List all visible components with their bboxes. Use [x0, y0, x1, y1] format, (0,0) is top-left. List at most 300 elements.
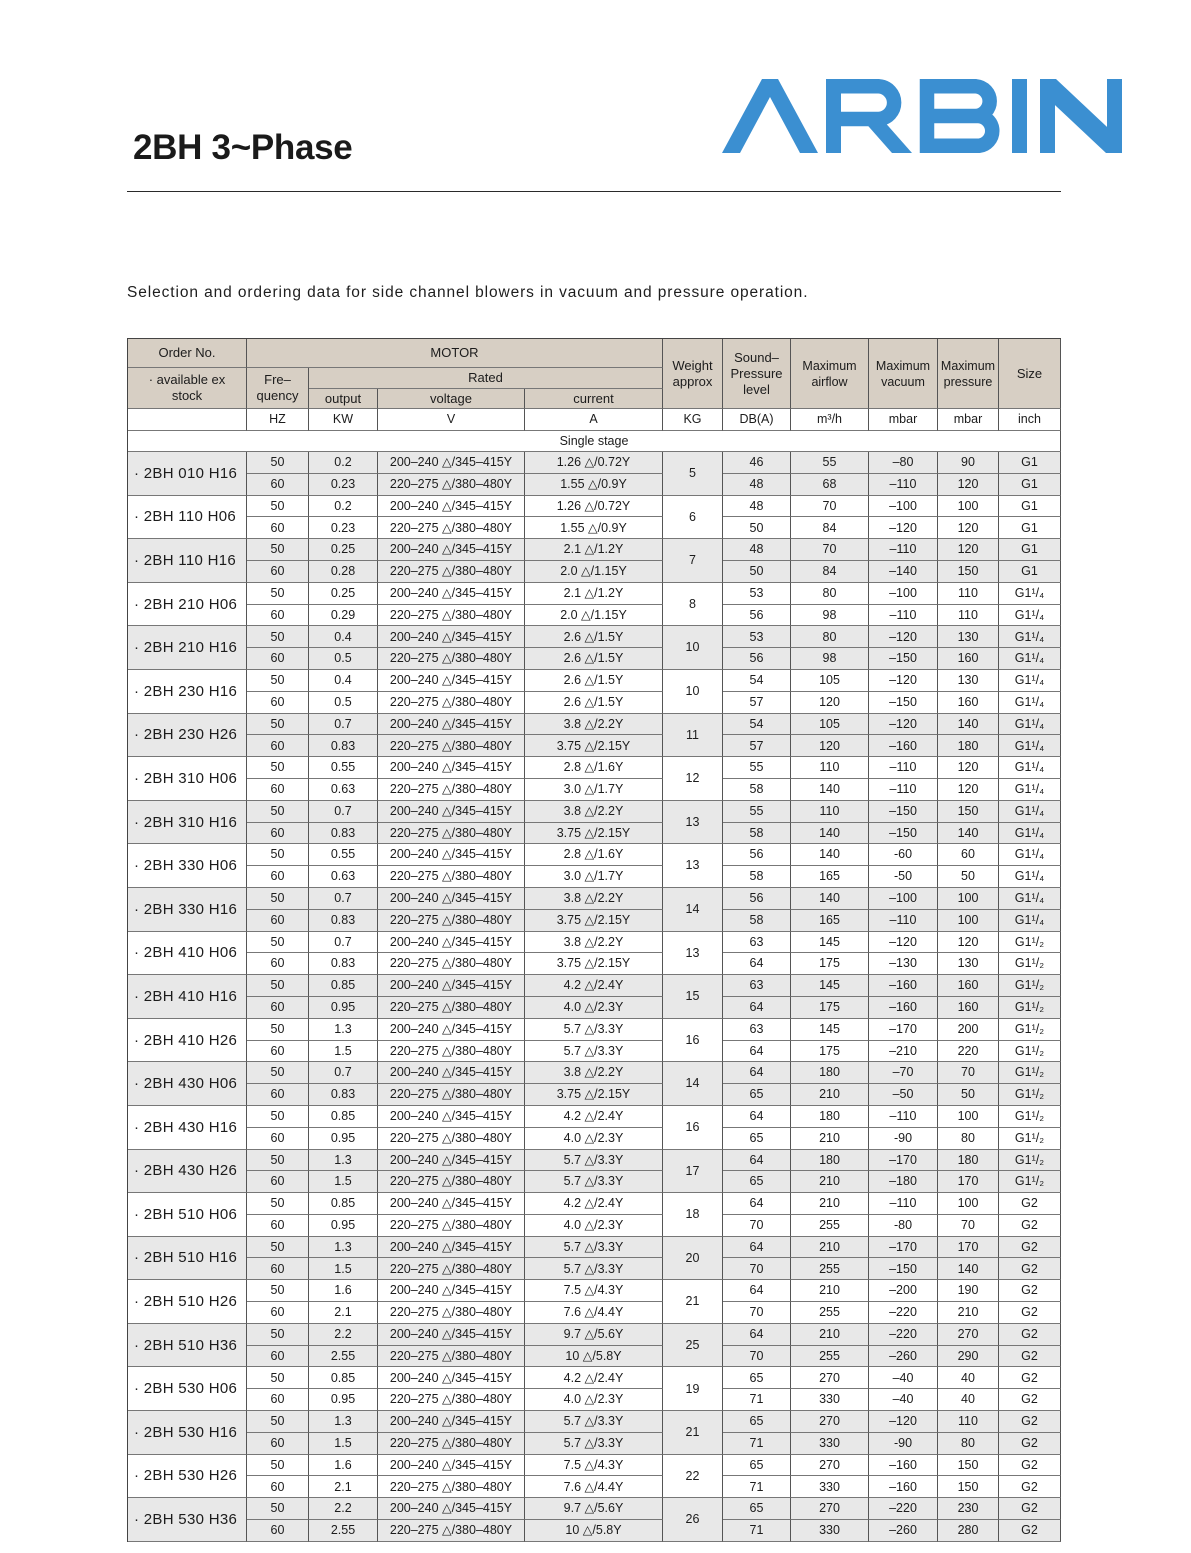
sound-level-cell: 50: [723, 561, 791, 583]
sound-level-cell: 65: [723, 1367, 791, 1389]
current-cell: 4.2 △/2.4Y: [525, 1106, 663, 1128]
current-cell: 4.0 △/2.3Y: [525, 1215, 663, 1237]
max-vacuum-cell: –170: [869, 1237, 938, 1259]
max-pressure-cell: 220: [938, 1041, 999, 1063]
sound-level-cell: 64: [723, 997, 791, 1019]
output-cell: 2.55: [309, 1520, 378, 1542]
sound-level-cell: 70: [723, 1215, 791, 1237]
frequency-cell: 50: [247, 801, 309, 823]
header-weight: [663, 339, 723, 409]
max-airflow-cell: 68: [791, 474, 869, 496]
frequency-cell: 60: [247, 1084, 309, 1106]
max-pressure-cell: 180: [938, 1150, 999, 1172]
frequency-cell: 60: [247, 1520, 309, 1542]
max-airflow-cell: 270: [791, 1455, 869, 1477]
weight-cell: 13: [663, 844, 723, 888]
output-cell: 1.3: [309, 1019, 378, 1041]
sound-level-cell: 64: [723, 1150, 791, 1172]
max-pressure-cell: 160: [938, 997, 999, 1019]
header-voltage: voltage: [378, 389, 525, 409]
model-cell: · 2BH 530 H26: [128, 1455, 247, 1499]
frequency-cell: 60: [247, 474, 309, 496]
current-cell: 2.1 △/1.2Y: [525, 539, 663, 561]
frequency-cell: 50: [247, 539, 309, 561]
size-cell: G1¹/₄: [999, 801, 1061, 823]
logo-letter-r-bowl: [833, 86, 894, 119]
sound-level-cell: 57: [723, 735, 791, 757]
max-pressure-cell: 200: [938, 1019, 999, 1041]
current-cell: 7.5 △/4.3Y: [525, 1455, 663, 1477]
current-cell: 3.0 △/1.7Y: [525, 866, 663, 888]
max-airflow-cell: 70: [791, 539, 869, 561]
size-cell: G2: [999, 1520, 1061, 1542]
logo-letter-i: [1012, 79, 1027, 153]
sound-level-cell: 65: [723, 1171, 791, 1193]
current-cell: 5.7 △/3.3Y: [525, 1041, 663, 1063]
output-cell: 0.83: [309, 953, 378, 975]
output-cell: 0.29: [309, 605, 378, 627]
model-cell: · 2BH 310 H06: [128, 757, 247, 801]
sound-level-cell: 65: [723, 1498, 791, 1520]
max-airflow-cell: 140: [791, 844, 869, 866]
max-airflow-cell: 105: [791, 670, 869, 692]
sound-level-cell: 71: [723, 1520, 791, 1542]
max-pressure-cell: 50: [938, 1084, 999, 1106]
max-airflow-cell: 330: [791, 1520, 869, 1542]
current-cell: 10 △/5.8Y: [525, 1520, 663, 1542]
voltage-cell: 220–275 △/380–480Y: [378, 997, 525, 1019]
size-cell: G1: [999, 496, 1061, 518]
sound-level-cell: 56: [723, 888, 791, 910]
output-cell: 2.1: [309, 1302, 378, 1324]
size-cell: G1¹/₂: [999, 1150, 1061, 1172]
max-pressure-cell: 110: [938, 1411, 999, 1433]
weight-cell: 17: [663, 1150, 723, 1194]
sound-level-cell: 54: [723, 714, 791, 736]
size-cell: G1¹/₄: [999, 779, 1061, 801]
unit-weight: KG: [663, 409, 723, 431]
voltage-cell: 200–240 △/345–415Y: [378, 670, 525, 692]
table-intro-text: Selection and ordering data for side channel blowers in vacuum and pressure operation.: [127, 284, 809, 301]
header-airflow-line-1: Maximum: [802, 358, 857, 373]
max-pressure-cell: 150: [938, 1455, 999, 1477]
max-vacuum-cell: –160: [869, 975, 938, 997]
frequency-cell: 60: [247, 866, 309, 888]
sound-level-cell: 71: [723, 1433, 791, 1455]
max-pressure-cell: 40: [938, 1367, 999, 1389]
sound-level-cell: 48: [723, 474, 791, 496]
frequency-cell: 60: [247, 692, 309, 714]
size-cell: G1¹/₄: [999, 910, 1061, 932]
frequency-cell: 60: [247, 1433, 309, 1455]
header-sound-line-1: Sound–: [734, 349, 779, 365]
model-cell: · 2BH 210 H16: [128, 626, 247, 670]
current-cell: 1.55 △/0.9Y: [525, 474, 663, 496]
unit-frequency: HZ: [247, 409, 309, 431]
frequency-cell: 50: [247, 626, 309, 648]
max-pressure-cell: 270: [938, 1324, 999, 1346]
max-vacuum-cell: –150: [869, 692, 938, 714]
header-available-line-1: · available ex: [148, 372, 226, 387]
sound-level-cell: 55: [723, 801, 791, 823]
size-cell: G2: [999, 1302, 1061, 1324]
weight-cell: 22: [663, 1455, 723, 1499]
output-cell: 0.95: [309, 997, 378, 1019]
size-cell: G1¹/₂: [999, 975, 1061, 997]
unit-output: KW: [309, 409, 378, 431]
current-cell: 3.8 △/2.2Y: [525, 1062, 663, 1084]
current-cell: 5.7 △/3.3Y: [525, 1258, 663, 1280]
frequency-cell: 50: [247, 1193, 309, 1215]
current-cell: 5.7 △/3.3Y: [525, 1150, 663, 1172]
size-cell: G1¹/₄: [999, 692, 1061, 714]
voltage-cell: 220–275 △/380–480Y: [378, 1084, 525, 1106]
max-airflow-cell: 210: [791, 1171, 869, 1193]
output-cell: 0.63: [309, 779, 378, 801]
max-pressure-cell: 290: [938, 1346, 999, 1368]
current-cell: 2.6 △/1.5Y: [525, 648, 663, 670]
max-vacuum-cell: –110: [869, 1106, 938, 1128]
frequency-cell: 50: [247, 975, 309, 997]
current-cell: 3.8 △/2.2Y: [525, 801, 663, 823]
max-airflow-cell: 140: [791, 888, 869, 910]
units-blank-cell: [128, 409, 247, 431]
max-vacuum-cell: –70: [869, 1062, 938, 1084]
logo-strokes: [833, 86, 992, 153]
output-cell: 0.95: [309, 1128, 378, 1150]
weight-cell: 15: [663, 975, 723, 1019]
max-airflow-cell: 70: [791, 496, 869, 518]
max-airflow-cell: 145: [791, 975, 869, 997]
frequency-cell: 60: [247, 1258, 309, 1280]
sound-level-cell: 63: [723, 975, 791, 997]
size-cell: G2: [999, 1367, 1061, 1389]
output-cell: 1.6: [309, 1280, 378, 1302]
size-cell: G1¹/₄: [999, 888, 1061, 910]
voltage-cell: 200–240 △/345–415Y: [378, 1193, 525, 1215]
frequency-cell: 60: [247, 997, 309, 1019]
current-cell: 3.75 △/2.15Y: [525, 1084, 663, 1106]
sound-level-cell: 71: [723, 1476, 791, 1498]
unit-pressure: mbar: [938, 409, 999, 431]
output-cell: 1.5: [309, 1433, 378, 1455]
max-pressure-cell: 280: [938, 1520, 999, 1542]
max-pressure-cell: 100: [938, 1193, 999, 1215]
size-cell: G2: [999, 1476, 1061, 1498]
sound-level-cell: 64: [723, 1324, 791, 1346]
voltage-cell: 220–275 △/380–480Y: [378, 910, 525, 932]
unit-current: A: [525, 409, 663, 431]
max-pressure-cell: 160: [938, 692, 999, 714]
voltage-cell: 220–275 △/380–480Y: [378, 561, 525, 583]
max-airflow-cell: 120: [791, 735, 869, 757]
model-cell: · 2BH 530 H16: [128, 1411, 247, 1455]
model-cell: · 2BH 230 H16: [128, 670, 247, 714]
max-pressure-cell: 130: [938, 670, 999, 692]
output-cell: 0.55: [309, 757, 378, 779]
max-airflow-cell: 175: [791, 997, 869, 1019]
max-vacuum-cell: –200: [869, 1280, 938, 1302]
max-pressure-cell: 150: [938, 561, 999, 583]
frequency-cell: 50: [247, 452, 309, 474]
frequency-cell: 60: [247, 517, 309, 539]
voltage-cell: 220–275 △/380–480Y: [378, 779, 525, 801]
max-pressure-cell: 120: [938, 932, 999, 954]
size-cell: G1¹/₂: [999, 1106, 1061, 1128]
sound-level-cell: 56: [723, 605, 791, 627]
voltage-cell: 220–275 △/380–480Y: [378, 1389, 525, 1411]
size-cell: G1: [999, 517, 1061, 539]
frequency-cell: 50: [247, 1106, 309, 1128]
max-vacuum-cell: –110: [869, 779, 938, 801]
model-cell: · 2BH 410 H16: [128, 975, 247, 1019]
voltage-cell: 200–240 △/345–415Y: [378, 1237, 525, 1259]
voltage-cell: 220–275 △/380–480Y: [378, 1433, 525, 1455]
weight-cell: 21: [663, 1411, 723, 1455]
sound-level-cell: 55: [723, 757, 791, 779]
current-cell: 3.75 △/2.15Y: [525, 953, 663, 975]
weight-cell: 13: [663, 801, 723, 845]
voltage-cell: 200–240 △/345–415Y: [378, 496, 525, 518]
sound-level-cell: 58: [723, 910, 791, 932]
current-cell: 5.7 △/3.3Y: [525, 1237, 663, 1259]
max-airflow-cell: 210: [791, 1128, 869, 1150]
max-vacuum-cell: –170: [869, 1019, 938, 1041]
current-cell: 5.7 △/3.3Y: [525, 1171, 663, 1193]
max-vacuum-cell: –140: [869, 561, 938, 583]
max-pressure-cell: 100: [938, 496, 999, 518]
max-pressure-cell: 120: [938, 517, 999, 539]
sound-level-cell: 64: [723, 1193, 791, 1215]
size-cell: G1¹/₄: [999, 670, 1061, 692]
voltage-cell: 220–275 △/380–480Y: [378, 1041, 525, 1063]
voltage-cell: 220–275 △/380–480Y: [378, 1302, 525, 1324]
output-cell: 0.4: [309, 670, 378, 692]
voltage-cell: 220–275 △/380–480Y: [378, 692, 525, 714]
output-cell: 0.7: [309, 888, 378, 910]
output-cell: 2.1: [309, 1476, 378, 1498]
size-cell: G1¹/₄: [999, 626, 1061, 648]
weight-cell: 14: [663, 1062, 723, 1106]
current-cell: 2.1 △/1.2Y: [525, 583, 663, 605]
model-cell: · 2BH 430 H06: [128, 1062, 247, 1106]
unit-size: inch: [999, 409, 1061, 431]
max-vacuum-cell: –100: [869, 583, 938, 605]
model-cell: · 2BH 530 H06: [128, 1367, 247, 1411]
max-airflow-cell: 270: [791, 1498, 869, 1520]
frequency-cell: 50: [247, 888, 309, 910]
model-cell: · 2BH 010 H16: [128, 452, 247, 496]
current-cell: 7.6 △/4.4Y: [525, 1302, 663, 1324]
max-vacuum-cell: –150: [869, 648, 938, 670]
voltage-cell: 220–275 △/380–480Y: [378, 474, 525, 496]
max-pressure-cell: 210: [938, 1302, 999, 1324]
current-cell: 3.8 △/2.2Y: [525, 714, 663, 736]
voltage-cell: 200–240 △/345–415Y: [378, 801, 525, 823]
max-pressure-cell: 120: [938, 539, 999, 561]
frequency-cell: 50: [247, 583, 309, 605]
max-vacuum-cell: –220: [869, 1302, 938, 1324]
max-airflow-cell: 84: [791, 517, 869, 539]
max-airflow-cell: 180: [791, 1106, 869, 1128]
output-cell: 0.25: [309, 583, 378, 605]
max-pressure-cell: 170: [938, 1171, 999, 1193]
max-pressure-cell: 120: [938, 779, 999, 801]
frequency-cell: 60: [247, 910, 309, 932]
max-pressure-cell: 60: [938, 844, 999, 866]
size-cell: G1¹/₄: [999, 844, 1061, 866]
header-sound-pressure: [723, 339, 791, 409]
header-output: output: [309, 389, 378, 409]
voltage-cell: 200–240 △/345–415Y: [378, 1498, 525, 1520]
size-cell: G2: [999, 1193, 1061, 1215]
voltage-cell: 220–275 △/380–480Y: [378, 1215, 525, 1237]
sound-level-cell: 46: [723, 452, 791, 474]
voltage-cell: 200–240 △/345–415Y: [378, 583, 525, 605]
model-cell: · 2BH 410 H26: [128, 1019, 247, 1063]
max-airflow-cell: 120: [791, 692, 869, 714]
output-cell: 1.3: [309, 1411, 378, 1433]
current-cell: 3.8 △/2.2Y: [525, 888, 663, 910]
max-vacuum-cell: –40: [869, 1389, 938, 1411]
header-vacuum-line-1: Maximum: [875, 358, 931, 373]
voltage-cell: 220–275 △/380–480Y: [378, 1258, 525, 1280]
output-cell: 0.83: [309, 823, 378, 845]
max-vacuum-cell: –150: [869, 1258, 938, 1280]
output-cell: 0.55: [309, 844, 378, 866]
size-cell: G2: [999, 1324, 1061, 1346]
max-pressure-cell: 100: [938, 1106, 999, 1128]
output-cell: 0.83: [309, 735, 378, 757]
max-pressure-cell: 40: [938, 1389, 999, 1411]
output-cell: 0.2: [309, 452, 378, 474]
output-cell: 0.2: [309, 496, 378, 518]
size-cell: G1¹/₄: [999, 714, 1061, 736]
size-cell: G1: [999, 539, 1061, 561]
max-vacuum-cell: –110: [869, 910, 938, 932]
frequency-cell: 60: [247, 1346, 309, 1368]
model-cell: · 2BH 330 H06: [128, 844, 247, 888]
sound-level-cell: 48: [723, 539, 791, 561]
current-cell: 3.75 △/2.15Y: [525, 910, 663, 932]
weight-cell: 16: [663, 1019, 723, 1063]
current-cell: 4.2 △/2.4Y: [525, 1367, 663, 1389]
sound-level-cell: 58: [723, 779, 791, 801]
sound-level-cell: 64: [723, 1062, 791, 1084]
voltage-cell: 220–275 △/380–480Y: [378, 1520, 525, 1542]
model-cell: · 2BH 430 H26: [128, 1150, 247, 1194]
weight-cell: 26: [663, 1498, 723, 1542]
voltage-cell: 220–275 △/380–480Y: [378, 953, 525, 975]
model-cell: · 2BH 110 H06: [128, 496, 247, 540]
sound-level-cell: 63: [723, 1019, 791, 1041]
max-airflow-cell: 80: [791, 583, 869, 605]
current-cell: 2.8 △/1.6Y: [525, 844, 663, 866]
size-cell: G2: [999, 1455, 1061, 1477]
frequency-cell: 50: [247, 757, 309, 779]
size-cell: G1¹/₂: [999, 953, 1061, 975]
current-cell: 1.26 △/0.72Y: [525, 452, 663, 474]
max-pressure-cell: 80: [938, 1433, 999, 1455]
output-cell: 0.85: [309, 975, 378, 997]
weight-cell: 11: [663, 714, 723, 758]
output-cell: 1.3: [309, 1150, 378, 1172]
current-cell: 9.7 △/5.6Y: [525, 1498, 663, 1520]
header-frequency-line-1: Fre–: [264, 372, 291, 387]
output-cell: 0.7: [309, 801, 378, 823]
frequency-cell: 50: [247, 496, 309, 518]
size-cell: G2: [999, 1280, 1061, 1302]
sound-level-cell: 64: [723, 953, 791, 975]
max-vacuum-cell: –160: [869, 735, 938, 757]
max-pressure-cell: 80: [938, 1128, 999, 1150]
model-cell: · 2BH 530 H36: [128, 1498, 247, 1542]
sound-level-cell: 70: [723, 1346, 791, 1368]
sound-level-cell: 65: [723, 1084, 791, 1106]
arbin-logo: [722, 79, 1122, 153]
frequency-cell: 50: [247, 1280, 309, 1302]
output-cell: 0.95: [309, 1215, 378, 1237]
voltage-cell: 200–240 △/345–415Y: [378, 975, 525, 997]
max-vacuum-cell: -60: [869, 844, 938, 866]
frequency-cell: 50: [247, 1324, 309, 1346]
frequency-cell: 60: [247, 605, 309, 627]
size-cell: G1: [999, 561, 1061, 583]
sound-level-cell: 64: [723, 1280, 791, 1302]
model-cell: · 2BH 510 H06: [128, 1193, 247, 1237]
model-cell: · 2BH 410 H06: [128, 932, 247, 976]
size-cell: G1¹/₄: [999, 757, 1061, 779]
unit-voltage: V: [378, 409, 525, 431]
size-cell: G1¹/₂: [999, 1041, 1061, 1063]
frequency-cell: 60: [247, 1128, 309, 1150]
max-airflow-cell: 210: [791, 1324, 869, 1346]
max-airflow-cell: 180: [791, 1062, 869, 1084]
max-airflow-cell: 175: [791, 1041, 869, 1063]
model-cell: · 2BH 510 H36: [128, 1324, 247, 1368]
max-pressure-cell: 150: [938, 801, 999, 823]
current-cell: 3.75 △/2.15Y: [525, 823, 663, 845]
frequency-cell: 60: [247, 1215, 309, 1237]
max-pressure-cell: 120: [938, 474, 999, 496]
voltage-cell: 200–240 △/345–415Y: [378, 1150, 525, 1172]
sound-level-cell: 57: [723, 692, 791, 714]
max-vacuum-cell: -80: [869, 1215, 938, 1237]
size-cell: G2: [999, 1215, 1061, 1237]
current-cell: 3.8 △/2.2Y: [525, 932, 663, 954]
sound-level-cell: 56: [723, 648, 791, 670]
max-airflow-cell: 270: [791, 1367, 869, 1389]
size-cell: G1¹/₄: [999, 648, 1061, 670]
header-max-pressure: [938, 339, 999, 409]
max-pressure-cell: 130: [938, 953, 999, 975]
output-cell: 0.95: [309, 1389, 378, 1411]
max-vacuum-cell: –170: [869, 1150, 938, 1172]
model-cell: · 2BH 510 H26: [128, 1280, 247, 1324]
max-pressure-cell: 140: [938, 823, 999, 845]
output-cell: 1.6: [309, 1455, 378, 1477]
max-pressure-cell: 180: [938, 735, 999, 757]
max-vacuum-cell: –160: [869, 997, 938, 1019]
size-cell: G1¹/₄: [999, 735, 1061, 757]
model-cell: · 2BH 110 H16: [128, 539, 247, 583]
max-pressure-cell: 170: [938, 1237, 999, 1259]
max-airflow-cell: 175: [791, 953, 869, 975]
max-vacuum-cell: –110: [869, 1193, 938, 1215]
weight-cell: 16: [663, 1106, 723, 1150]
voltage-cell: 200–240 △/345–415Y: [378, 539, 525, 561]
header-frequency: [247, 368, 309, 409]
